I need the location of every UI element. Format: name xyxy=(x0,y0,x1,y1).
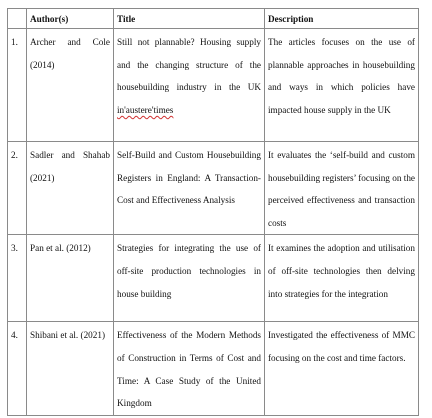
row-description: Investigated the effectiveness of MMC focusing on the cost and time factors. xyxy=(265,322,419,415)
row-number: 1. xyxy=(8,29,27,142)
row-number: 3. xyxy=(8,235,27,322)
row-title-text: Still not plannable? Housing supply and the changing structure of the housebuilding industry in the UK xyxy=(117,37,261,93)
row-description: The articles focuses on the use of plannable approaches in housebuilding and ways in which policies have impacted house supply in the UK xyxy=(265,29,419,142)
row-author: Pan et al. (2012) xyxy=(27,235,114,322)
table-row xyxy=(8,235,419,322)
row-number: 4. xyxy=(8,322,27,415)
row-description: It examines the adoption and utilisation of off-site technologies then delving into strategies for the integration xyxy=(265,235,419,322)
table-row xyxy=(8,322,419,415)
header-author: Author(s) xyxy=(27,9,114,29)
row-title: Self-Build and Custom Housebuilding Registers in England: A Transaction-Cost and Effectiveness Analysis xyxy=(114,142,265,235)
header-description: Description xyxy=(265,9,419,29)
row-author: Shibani et al. (2021) xyxy=(27,322,114,415)
spellcheck-flagged-text: in'austere'times xyxy=(117,104,174,115)
header-number xyxy=(8,9,27,29)
row-author: Archer and Cole (2014) xyxy=(27,29,114,142)
table-row xyxy=(8,29,419,142)
row-title: Strategies for integrating the use of off-site production technologies in house building xyxy=(114,235,265,322)
table-header-row xyxy=(8,9,419,29)
row-description: It evaluates the ‘self-build and custom housebuilding registers’ focusing on the perceived effectiveness and transaction costs xyxy=(265,142,419,235)
row-title xyxy=(114,29,265,142)
header-title: Title xyxy=(114,9,265,29)
literature-table xyxy=(7,8,419,416)
table-row xyxy=(8,142,419,235)
row-number: 2. xyxy=(8,142,27,235)
row-title: Effectiveness of the Modern Methods of Construction in Terms of Cost and Time: A Case Study of the United Kingdom xyxy=(114,322,265,415)
row-author: Sadler and Shahab (2021) xyxy=(27,142,114,235)
